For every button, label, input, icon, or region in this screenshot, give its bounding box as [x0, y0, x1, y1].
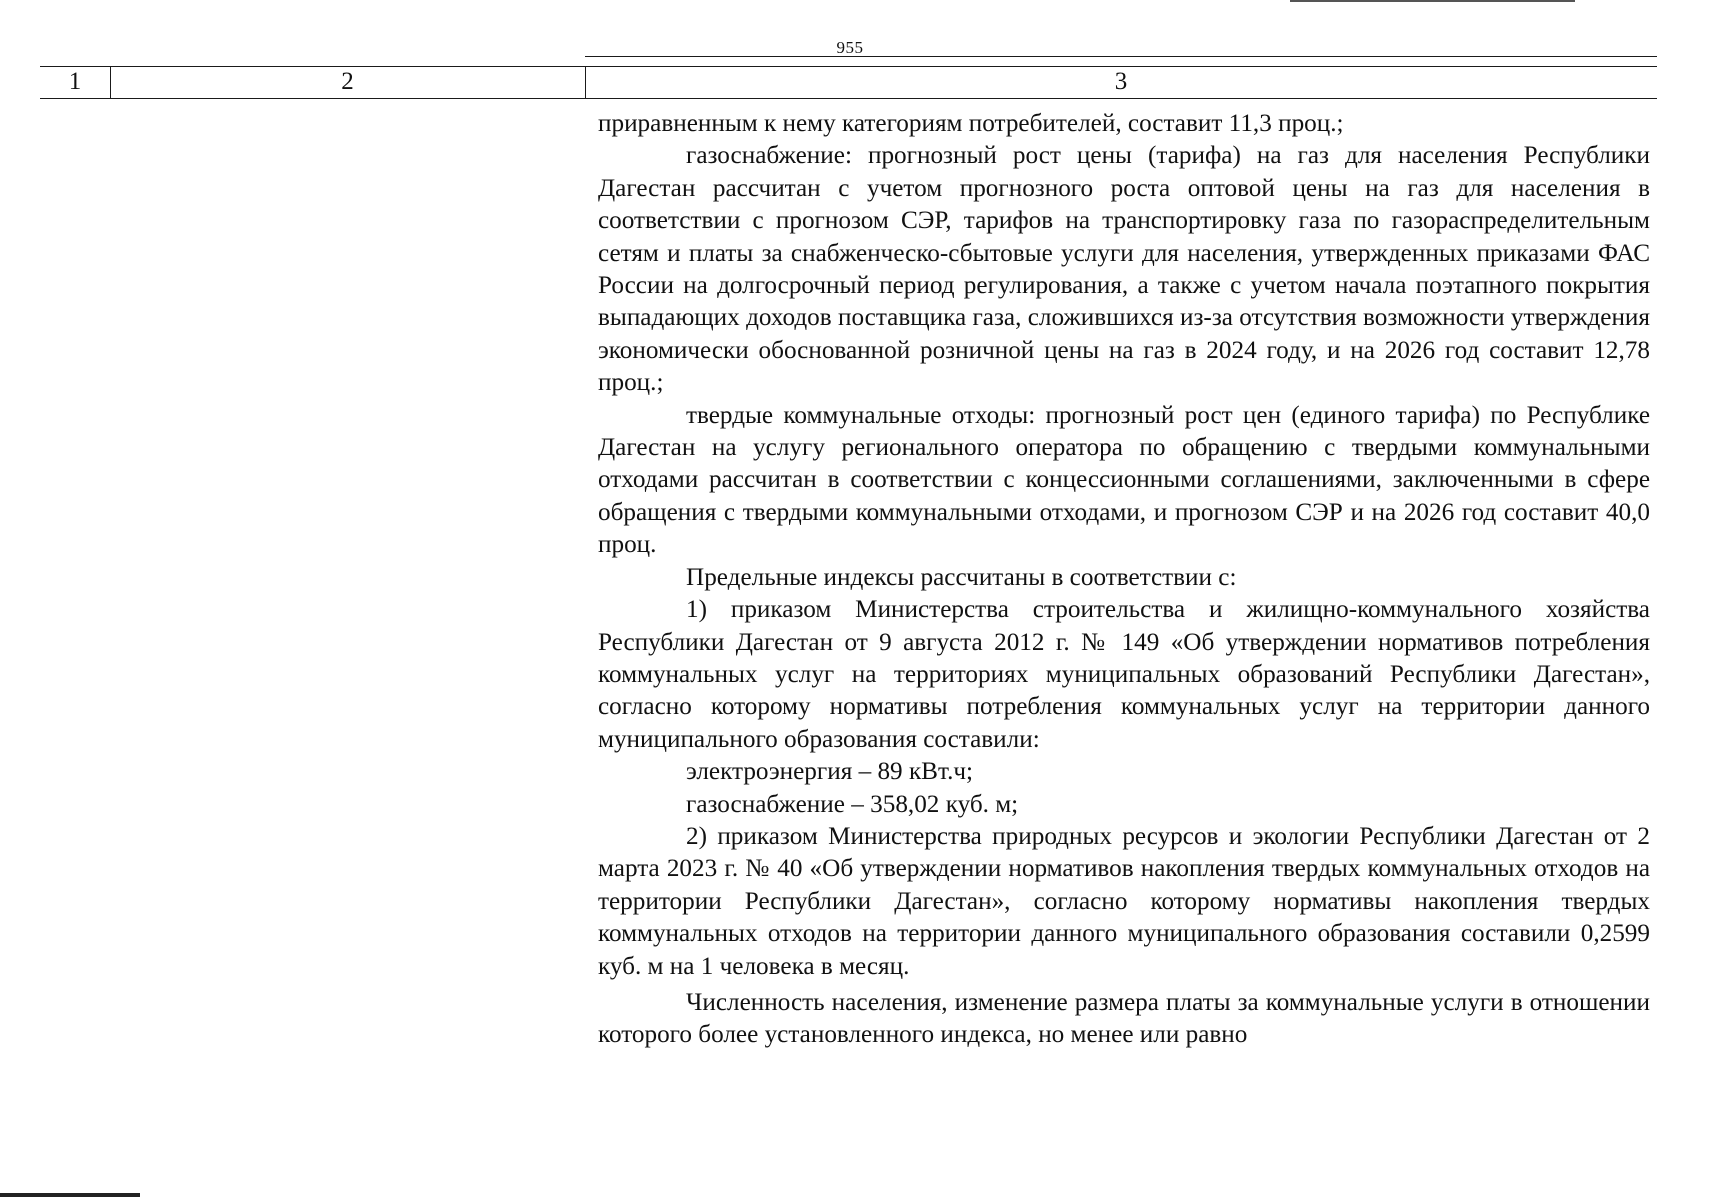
paragraph-order-construction: 1) приказом Министерства строительства и жилищно-коммунального хозяйства Республики Дагестан от 9 августа 2012 г. № 149 «Об утверждении нормативов потребления коммунальных услуг на территориях муниципальных образований Республики Дагестан», согласно которому нормативы потребления коммунальных услуг на территории данного муниципального образования составили: — [598, 596, 1650, 753]
column-header-3: 3 — [1114, 68, 1128, 95]
text-column — [598, 108, 1650, 1052]
column-header-1: 1 — [68, 68, 82, 95]
column-header-2: 2 — [341, 68, 354, 95]
page-number: 955 — [836, 38, 864, 57]
scan-artifact-line — [1290, 0, 1575, 2]
table-header-bottom-border — [40, 98, 1657, 99]
header-top-rule — [585, 56, 1657, 57]
scan-artifact-mark — [0, 1193, 140, 1197]
paragraph-solid-waste: твердые коммунальные отходы: прогнозный рост цен (единого тарифа) по Республике Дагестан на услугу регионального оператора по обращению с твердыми коммунальными отходами рассчитан в соответствии с концессионными соглашениями, заключенными в сфере обращения с твердыми коммунальными отходами, и прогнозом СЭР и на 2026 год составит 40,0 проц. — [598, 401, 1650, 559]
paragraph-gas-norm: газоснабжение – 358,02 куб. м; — [686, 790, 1019, 818]
paragraph-electricity-norm: электроэнергия – 89 кВт.ч; — [686, 758, 974, 786]
paragraph-population: Численность населения, изменение размера платы за коммунальные услуги в отношении которого более установленного индекса, но менее или равно — [598, 988, 1650, 1049]
paragraph-continuation: приравненным к нему категориям потребителей, составит 11,3 проц.; — [598, 110, 1344, 137]
paragraph-gas-supply: газоснабжение: прогнозный рост цены (тарифа) на газ для населения Республики Дагестан рассчитан с учетом прогнозного роста оптовой цены на газ для населения в соответствии с прогнозом СЭР, тарифов на транспортировку газа по газораспределительным сетям и платы за снабженческо-сбытовые услуги для населения, утвержденных приказами ФАС России на долгосрочный период регулирования, а также с учетом начала поэтапного покрытия выпадающих доходов поставщика газа, сложившихся из-за отсутствия возможности утверждения экономически обоснованной розничной цены на газ в 2024 году, и на 2026 год составит 12,78 проц.; — [598, 142, 1650, 397]
paragraph-order-nature: 2) приказом Министерства природных ресурсов и экологии Республики Дагестан от 2 марта 2023 г. № 40 «Об утверждении нормативов накопления твердых коммунальных отходов на территории Республики Дагестан», согласно которому нормативы накопления твердых коммунальных отходов на территории данного муниципального образования составили 0,2599 куб. м на 1 человека в месяц. — [598, 822, 1650, 980]
paragraph-limit-indices: Предельные индексы рассчитаны в соответствии с: — [686, 563, 1237, 591]
